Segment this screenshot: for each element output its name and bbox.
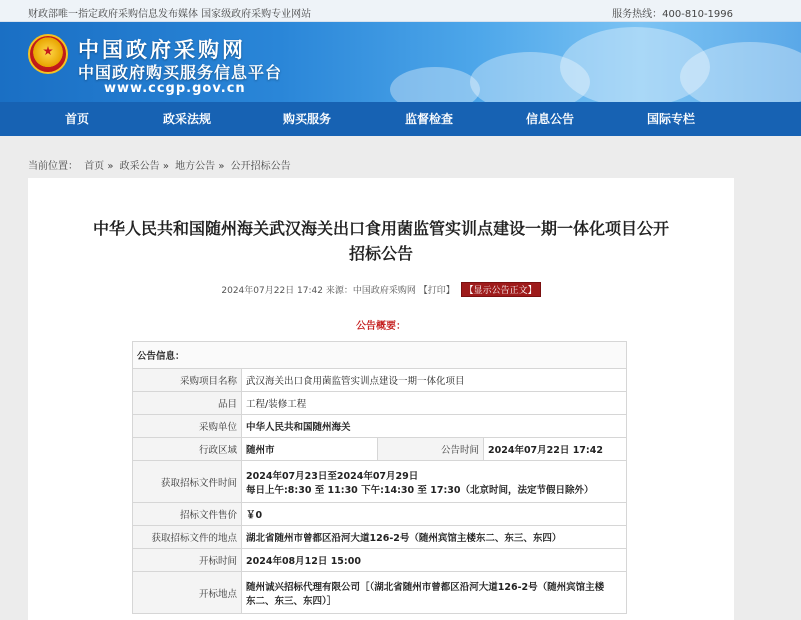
row-value <box>242 572 627 614</box>
site-url: www.ccgp.gov.cn <box>104 81 246 96</box>
table-row <box>133 503 627 526</box>
article-meta-text: 2024年07月22日 17:42 来源：中国政府采购网 【打印】 <box>221 286 455 296</box>
breadcrumb-current[interactable]: 公开招标公告 <box>230 161 291 172</box>
row-label: 公告时间 <box>378 438 484 461</box>
nav-international[interactable]: 国际专栏 <box>646 112 695 126</box>
article-title-line: 中华人民共和国随州海关武汉海关出口食用菌监管实训点建设一期一体化项目公开 <box>92 219 669 238</box>
site-logo-subtitle[interactable]: 中国政府购买服务信息平台 <box>78 63 283 82</box>
summary-heading: 公告概要： <box>356 321 406 332</box>
row-label: 获取招标文件的地点 <box>133 526 242 549</box>
row-value <box>242 461 627 503</box>
table-row <box>133 369 627 392</box>
breadcrumb-announcements[interactable]: 政采公告 » <box>119 161 169 172</box>
main-nav <box>0 102 801 136</box>
row-value: 随州市 <box>242 438 378 461</box>
row-value: 中华人民共和国随州海关 <box>242 415 627 438</box>
breadcrumb-prefix: 当前位置： <box>28 161 78 172</box>
row-value: 工程/装修工程 <box>242 392 627 415</box>
row-label: 开标时间 <box>133 549 242 572</box>
service-hotline: 服务热线：400-810-1996 <box>612 9 733 20</box>
row-label: 采购项目名称 <box>133 369 242 392</box>
row-label: 采购单位 <box>133 415 242 438</box>
breadcrumb-local[interactable]: 地方公告 » <box>175 161 225 172</box>
row-value-line: 2024年07月23日至2024年07月29日 <box>246 470 419 482</box>
table-header: 公告信息： <box>133 342 627 369</box>
nav-regulations[interactable]: 政采法规 <box>162 112 211 126</box>
row-value: 武汉海关出口食用菌监管实训点建设一期一体化项目 <box>242 369 627 392</box>
announcement-info-table <box>132 341 627 614</box>
article-meta <box>28 282 734 297</box>
content-panel <box>28 178 734 620</box>
nav-announcements[interactable]: 信息公告 <box>525 112 574 126</box>
row-value-line: 每日上午:8:30 至 11:30 下午:14:30 至 17:30（北京时间，法定节假日除外） <box>246 484 594 496</box>
table-row <box>133 526 627 549</box>
article-title <box>38 216 724 266</box>
row-value: 2024年08月12日 15:00 <box>242 549 627 572</box>
row-value-line: 随州诚兴招标代理有限公司［（湖北省随州市曾都区沿河大道126-2号（随州宾馆主楼 <box>246 581 605 593</box>
site-banner <box>0 22 801 102</box>
breadcrumb-home[interactable]: 首页 » <box>84 161 114 172</box>
row-value: 湖北省随州市曾都区沿河大道126-2号（随州宾馆主楼东二、东三、东四） <box>242 526 627 549</box>
table-row <box>133 549 627 572</box>
row-label: 获取招标文件时间 <box>133 461 242 503</box>
row-value-line: 东二、东三、东四）］ <box>246 595 337 607</box>
row-label: 招标文件售价 <box>133 503 242 526</box>
nav-home[interactable]: 首页 <box>64 112 89 126</box>
row-value: 2024年07月22日 17:42 <box>484 438 627 461</box>
row-label: 开标地点 <box>133 572 242 614</box>
breadcrumb <box>28 157 294 172</box>
top-strip <box>0 0 801 22</box>
nav-purchase-services[interactable]: 购买服务 <box>282 112 331 126</box>
table-row <box>133 572 627 614</box>
row-label: 品目 <box>133 392 242 415</box>
table-row <box>133 415 627 438</box>
table-row <box>133 438 627 461</box>
article-title-line: 招标公告 <box>348 244 413 263</box>
national-emblem-icon[interactable] <box>28 34 68 74</box>
cloud-decoration <box>390 67 480 102</box>
row-label: 行政区域 <box>133 438 242 461</box>
table-row <box>133 392 627 415</box>
table-row <box>133 461 627 503</box>
nav-supervision[interactable]: 监督检查 <box>404 112 453 126</box>
site-logo-name[interactable]: 中国政府采购网 <box>78 38 246 62</box>
site-slogan: 财政部唯一指定政府采购信息发布媒体 国家级政府采购专业网站 <box>28 9 312 20</box>
show-full-text-button[interactable]: 【显示公告正文】 <box>461 282 541 297</box>
row-value: ￥0 <box>242 503 627 526</box>
